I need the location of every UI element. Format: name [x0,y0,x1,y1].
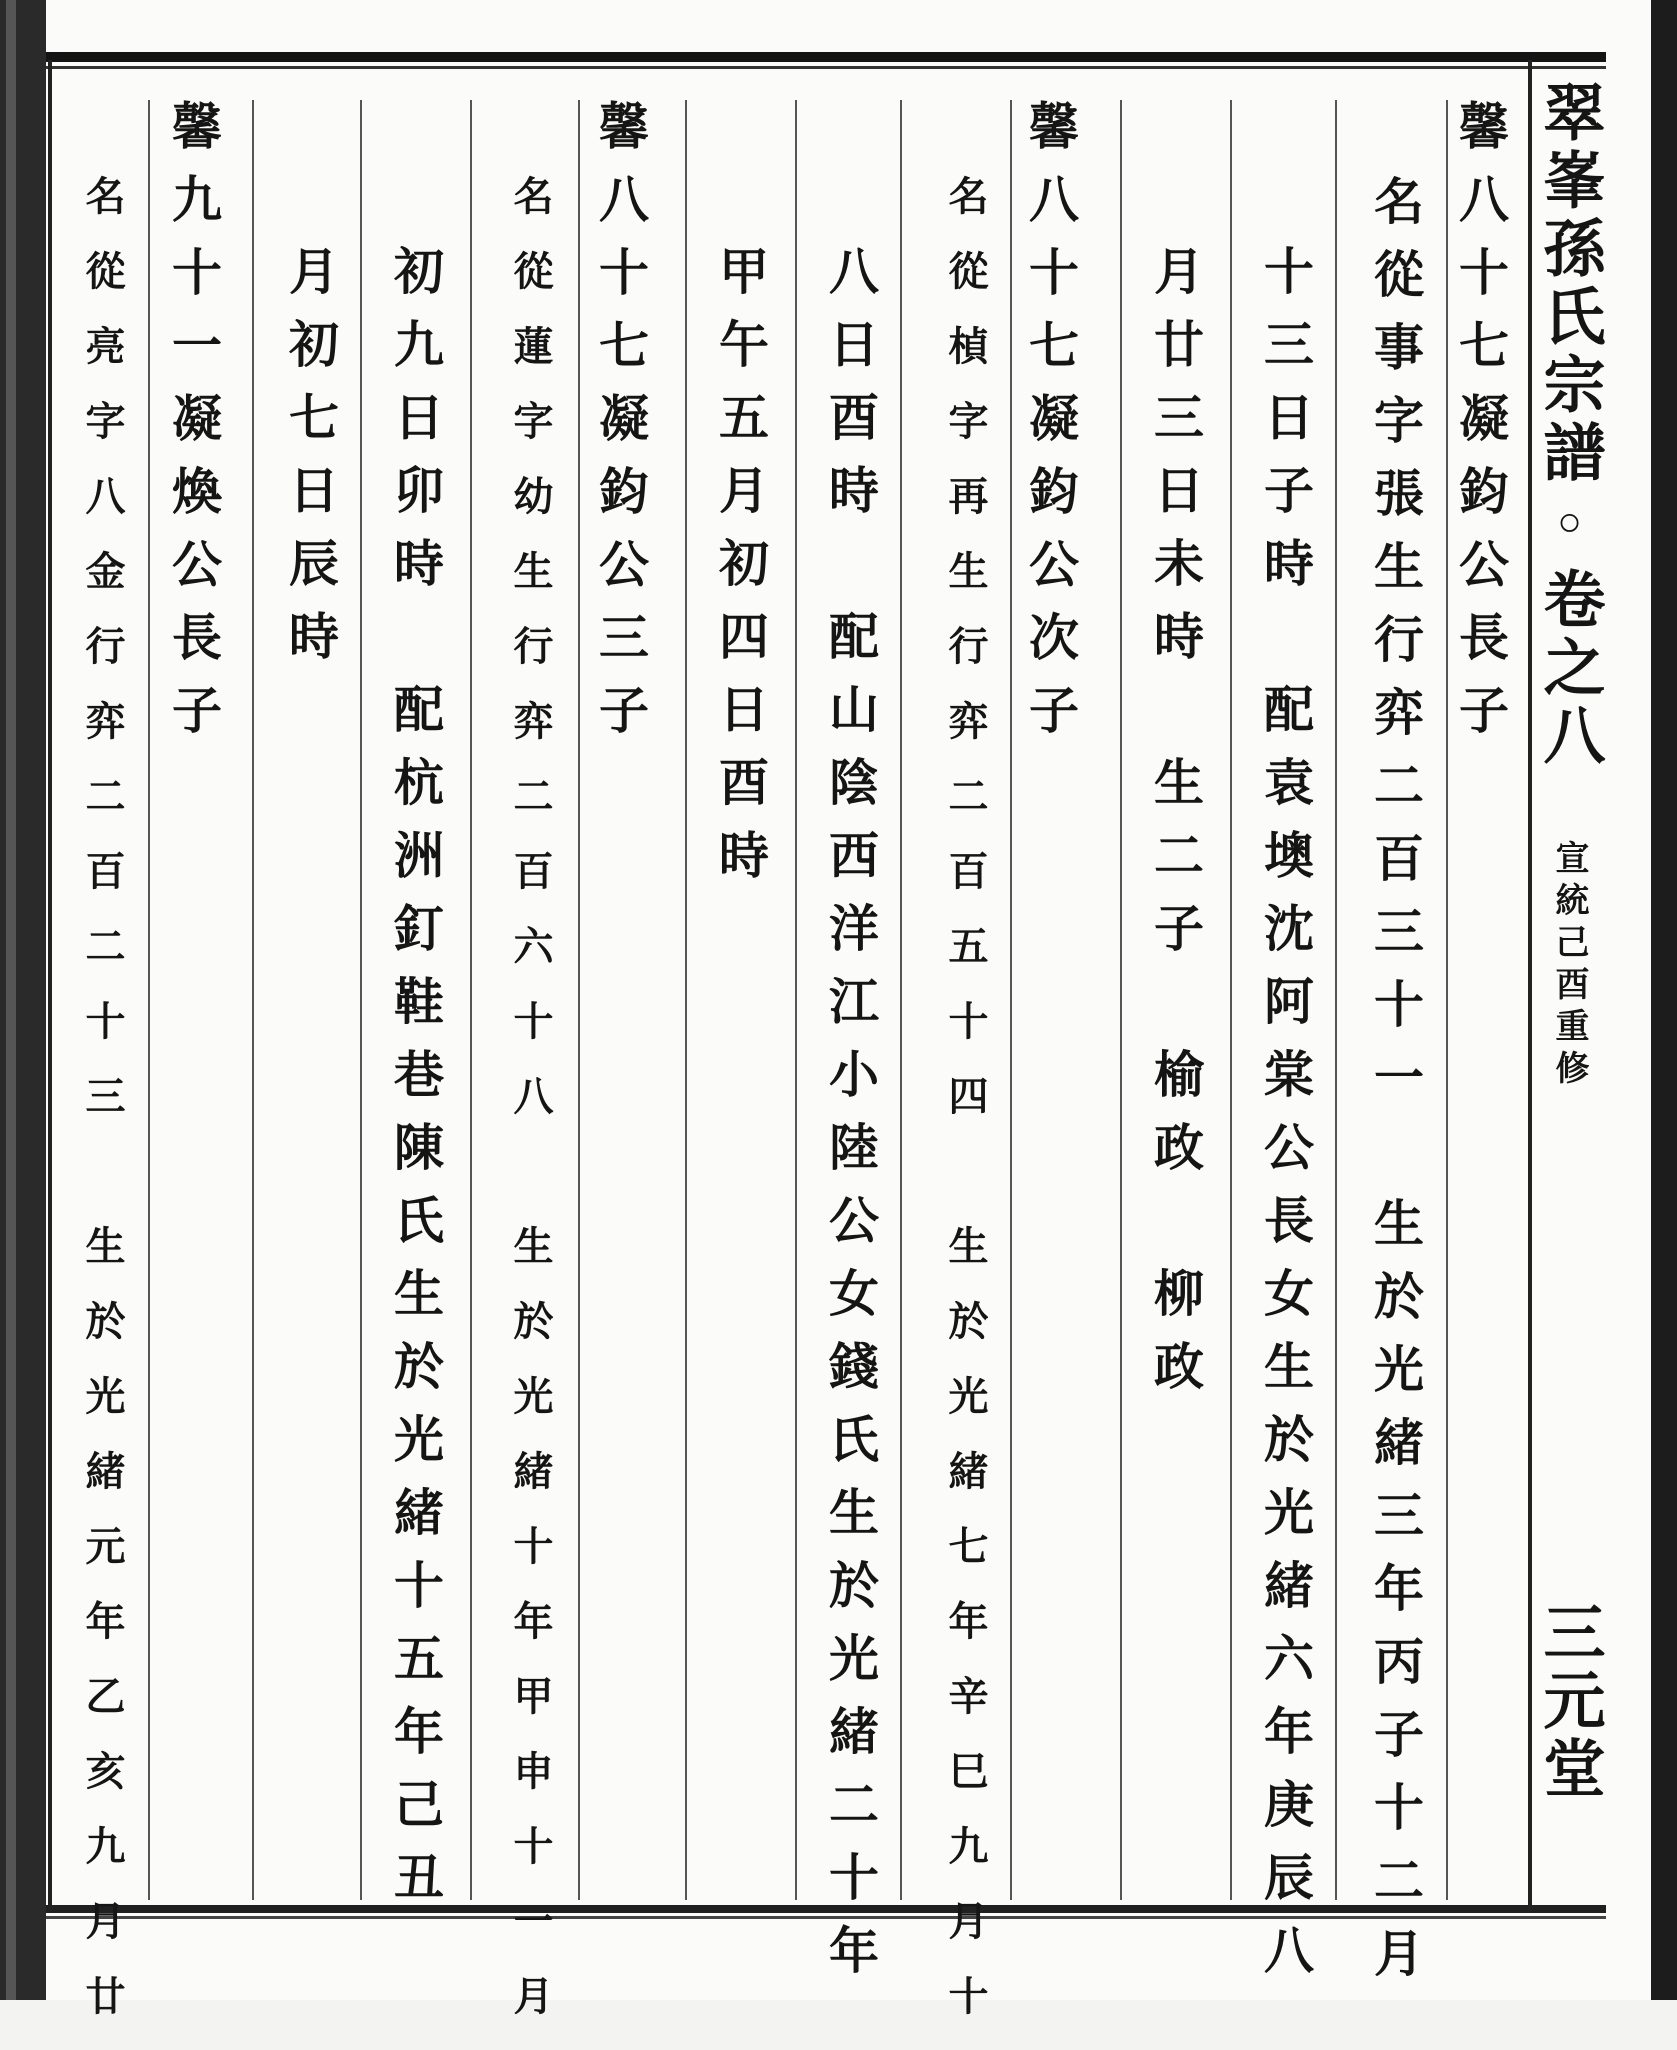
column-rule [148,100,150,1900]
text-column: 月初七日辰時 [281,245,340,683]
column-rule [1446,100,1448,1900]
text-column: 初九日卯時 配杭洲釘鞋巷陳氏生於光緒十五年己丑 [386,245,445,1924]
book-title: 翠峯孫氏宗譜◦卷之八 [1533,80,1606,771]
page-margin [1534,70,1604,1910]
column-rule [1120,100,1122,1900]
right-binding-edge [1651,0,1677,2000]
frame-left-line [48,60,52,1910]
text-column: 馨八十七凝鈞公長子 [1451,100,1510,757]
column-rule [1335,100,1337,1900]
text-column: 十三日子時 配袁墺沈阿棠公長女生於光緒六年庚辰八 [1256,245,1315,1997]
column-rule [900,100,902,1900]
text-column: 名從事字張生行弈二百三十一 生於光緒三年丙子十二月 [1366,175,1425,2000]
text-column: 名從楨字再生行弈二百五十四 生於光緒七年辛巳九月十 [942,175,989,2050]
top-border [46,52,1606,62]
column-rule [1010,100,1012,1900]
top-border-inner [46,66,1606,69]
column-rule [578,100,580,1900]
column-rule [360,100,362,1900]
text-column: 名從亮字八金行弈二百二十三 生於光緒元年乙亥九月廿 [79,175,126,2050]
text-column: 名從蓮字幼生行弈二百六十八 生於光緒十年甲申十一月 [507,175,554,2050]
text-column: 馨八十七凝鈞公次子 [1021,100,1080,757]
frame-right-line [1528,60,1532,1910]
text-column: 月廿三日未時 生二子 榆政 柳政 [1146,245,1205,1413]
edition-note: 宣統己酉重修 [1549,840,1589,1092]
hall-name: 三元堂 [1533,1600,1606,1804]
text-column: 馨八十七凝鈞公三子 [591,100,650,757]
text-column: 甲午五月初四日酉時 [711,245,770,902]
column-rule [685,100,687,1900]
left-binding-edge [0,0,46,2000]
column-rule [1230,100,1232,1900]
text-column: 馨九十一凝煥公長子 [164,100,223,757]
column-rule [252,100,254,1900]
column-rule [470,100,472,1900]
text-column: 八日酉時 配山陰西洋江小陸公女錢氏生於光緒二十年 [821,245,880,1997]
column-rule [795,100,797,1900]
